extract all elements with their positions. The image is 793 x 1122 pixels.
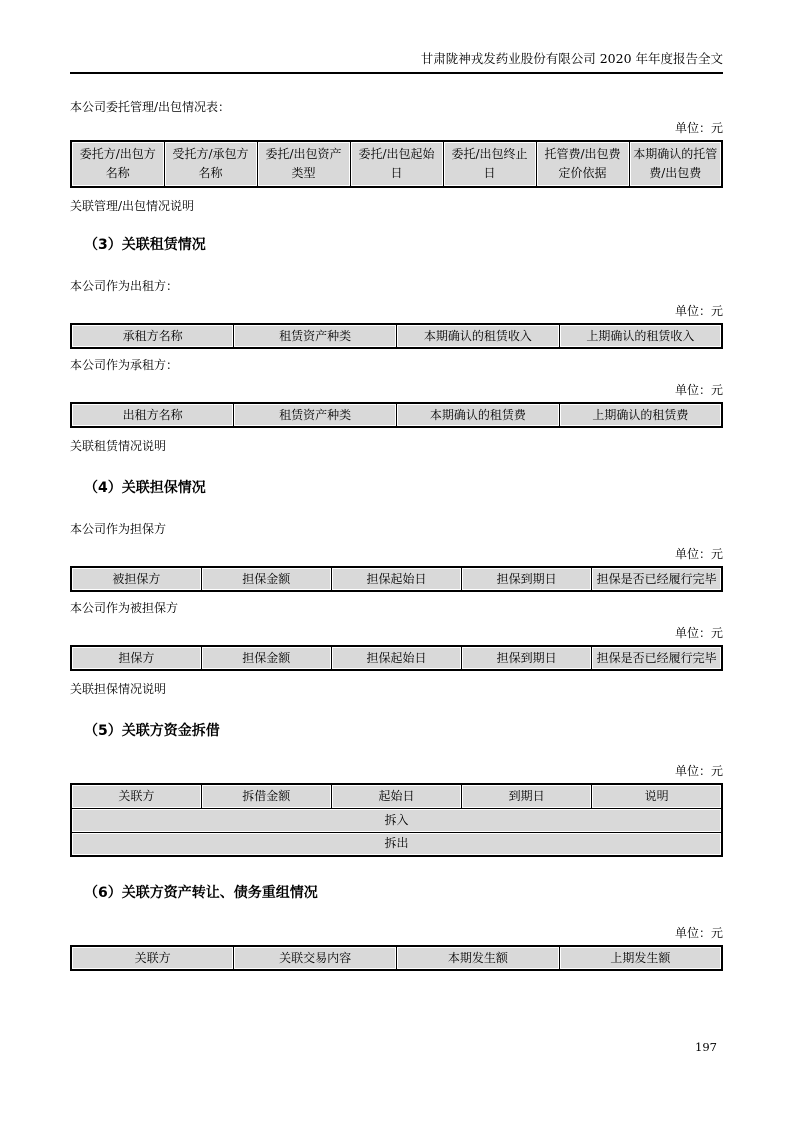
table-header-row [71,141,722,187]
lending-table [70,783,723,857]
section-6-title: （6）关联方资产转让、债务重组情况 [84,885,318,901]
table-header-cell: 关联方 [71,946,234,970]
table-header-cell: 拆借金额 [201,784,331,808]
table-header-cell: 委托/出包起始日 [350,141,443,187]
table-header-cell: 受托方/承包方名称 [164,141,257,187]
lending-out-row-label: 拆出 [71,832,722,856]
entrust-table [70,140,723,188]
table-header-cell: 委托/出包资产类型 [257,141,350,187]
table-header-cell: 担保方 [71,646,201,670]
table-header-cell: 担保起始日 [331,567,461,591]
table-header-cell: 说明 [592,784,722,808]
report-title: 甘肃陇神戎发药业股份有限公司 2020 年年度报告全文 [420,51,723,66]
table-header-cell: 委托方/出包方名称 [71,141,164,187]
table-header-cell: 上期确认的租赁费 [559,403,722,427]
unit-label: 单位：元 [674,383,723,397]
guaranteed-label: 本公司作为被担保方 [70,601,179,615]
guarantor-label: 本公司作为担保方 [70,522,167,536]
unit-label: 单位：元 [674,547,723,561]
table-header-cell: 本期确认的租赁费 [397,403,560,427]
section-3-title: （3）关联租赁情况 [84,237,206,253]
table-header-cell: 担保起始日 [331,646,461,670]
table-header-row [71,946,722,970]
table-header-cell: 本期确认的租赁收入 [397,324,560,348]
table-header-row [71,403,722,427]
table-row [71,832,722,856]
unit-label: 单位：元 [674,304,723,318]
table-header-cell: 担保是否已经履行完毕 [592,646,722,670]
table-header-row [71,567,722,591]
entrust-intro-text: 本公司委托管理/出包情况表： [70,100,231,114]
table-header-cell: 被担保方 [71,567,201,591]
entrust-note-text: 关联管理/出包情况说明 [70,199,195,213]
section-4-title: （4）关联担保情况 [84,480,206,496]
section-5-title: （5）关联方资金拆借 [84,723,220,739]
table-header-cell: 到期日 [462,784,592,808]
unit-label: 单位：元 [674,121,723,135]
table-header-row [71,646,722,670]
guaranteed-table [70,645,723,671]
table-header-cell: 上期确认的租赁收入 [559,324,722,348]
lessee-table [70,402,723,428]
lessee-label: 本公司作为承租方： [70,358,179,372]
asset-transfer-table [70,945,723,971]
table-header-cell: 本期发生额 [397,946,560,970]
lessor-label: 本公司作为出租方： [70,279,179,293]
table-header-cell: 本期确认的托管费/出包费 [629,141,722,187]
unit-label: 单位：元 [674,926,723,940]
unit-label: 单位：元 [674,764,723,778]
table-header-cell: 担保金额 [201,646,331,670]
table-header-row [71,324,722,348]
page-header [70,0,723,74]
table-header-cell: 上期发生额 [559,946,722,970]
table-header-row [71,784,722,808]
table-header-cell: 担保金额 [201,567,331,591]
table-header-cell: 租赁资产种类 [234,324,397,348]
table-header-cell: 委托/出包终止日 [443,141,536,187]
unit-label: 单位：元 [674,626,723,640]
table-header-cell: 承租方名称 [71,324,234,348]
table-row [71,808,722,832]
table-header-cell: 担保到期日 [462,567,592,591]
lessor-table [70,323,723,349]
table-header-cell: 担保是否已经履行完毕 [592,567,722,591]
table-header-cell: 担保到期日 [462,646,592,670]
guarantor-table [70,566,723,592]
table-header-cell: 托管费/出包费定价依据 [536,141,629,187]
table-header-cell: 租赁资产种类 [234,403,397,427]
table-header-cell: 关联交易内容 [234,946,397,970]
page-number: 197 [695,1040,717,1054]
lending-in-row-label: 拆入 [71,808,722,832]
lease-note-text: 关联租赁情况说明 [70,439,167,453]
table-header-cell: 出租方名称 [71,403,234,427]
table-header-cell: 关联方 [71,784,201,808]
table-header-cell: 起始日 [331,784,461,808]
guarantee-note-text: 关联担保情况说明 [70,682,167,696]
